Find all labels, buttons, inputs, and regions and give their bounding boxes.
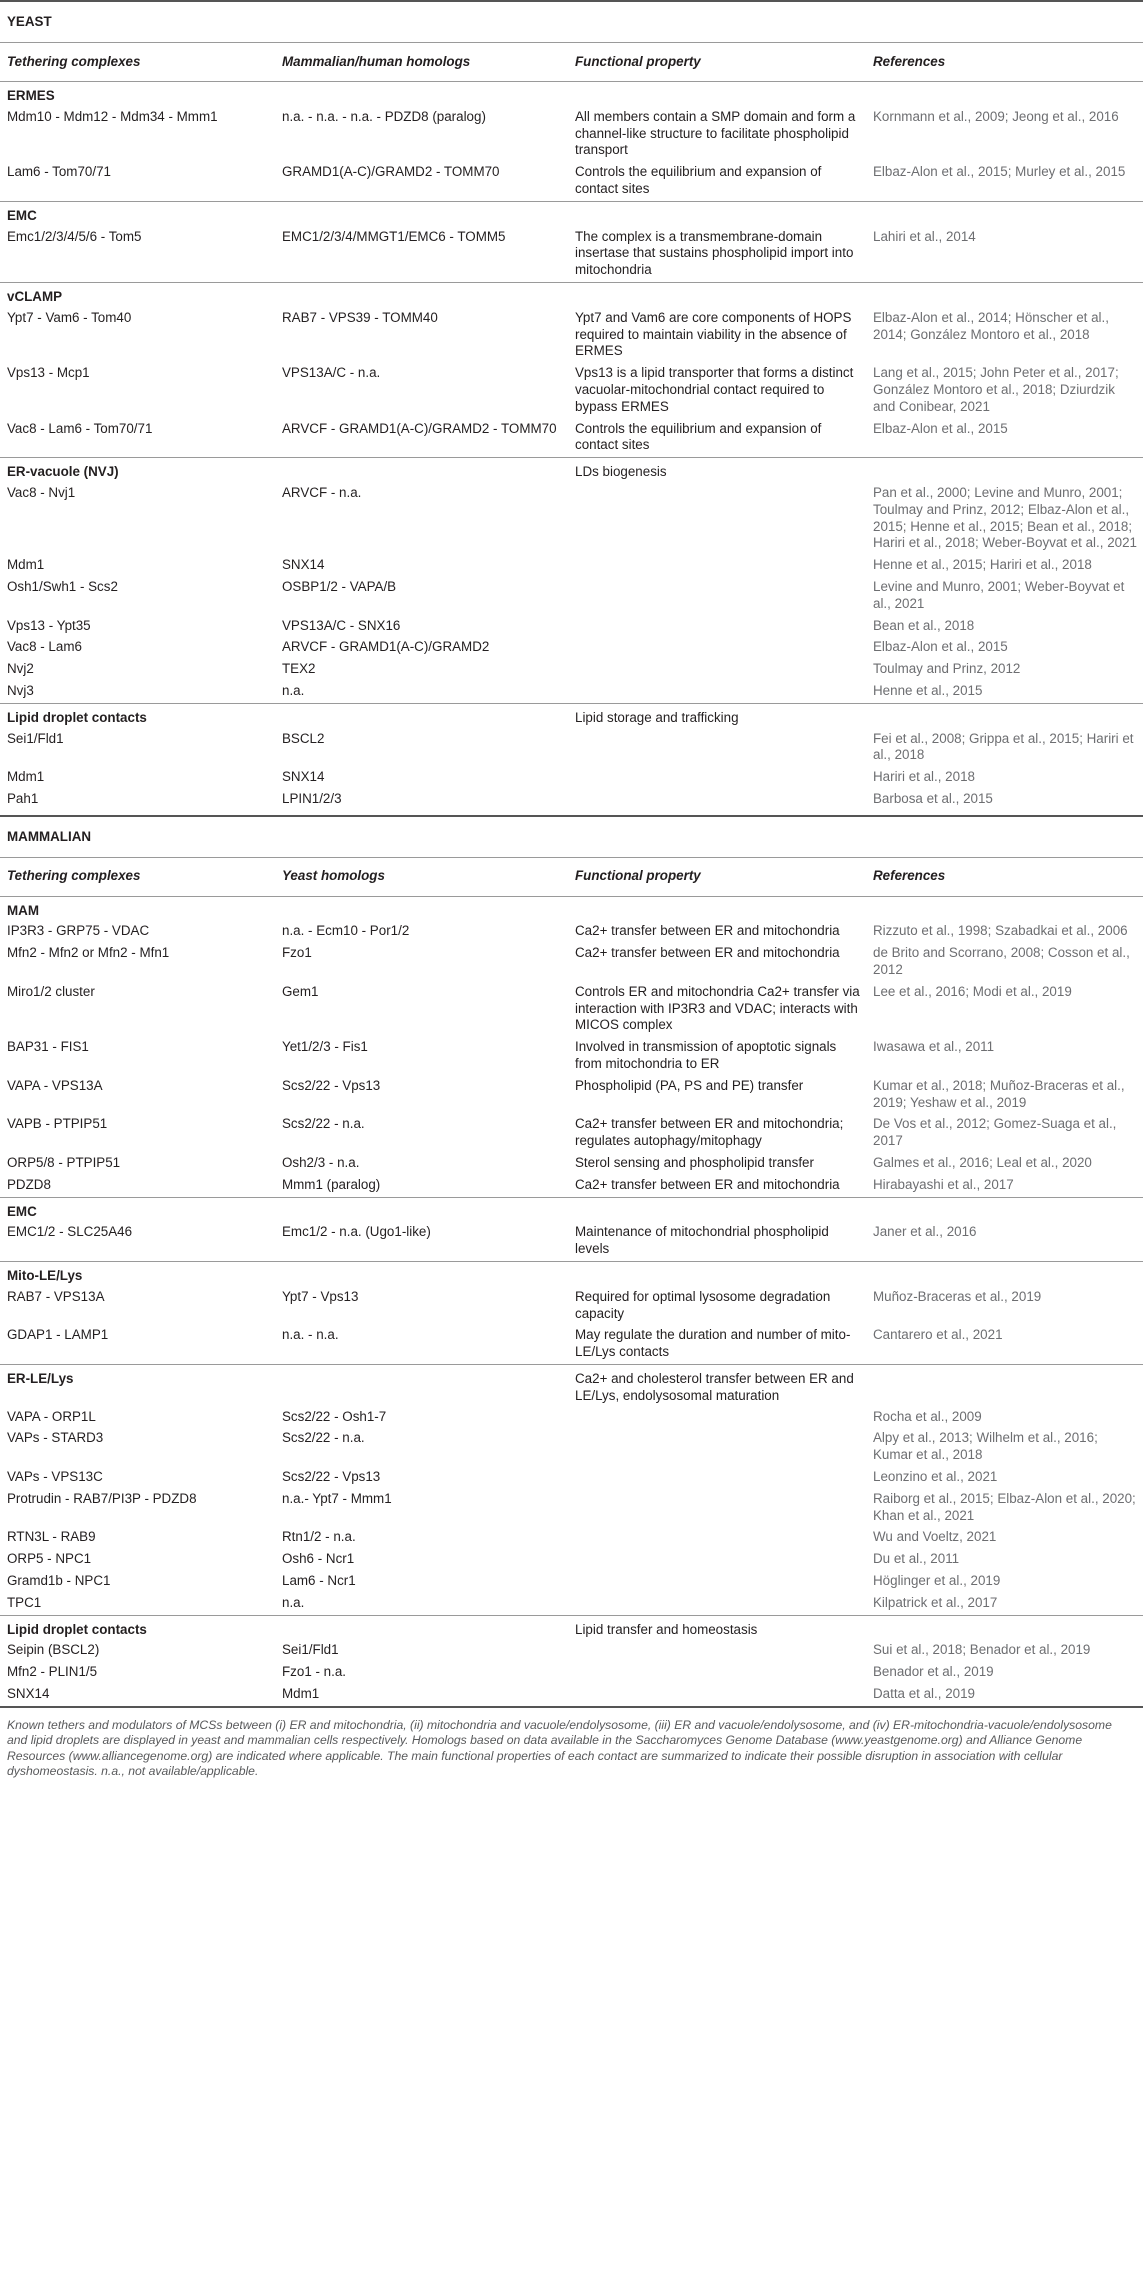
homolog-cell: Gem1 xyxy=(282,983,319,999)
homolog-cell: Mdm1 xyxy=(282,1685,320,1701)
tether-cell: BAP31 - FIS1 xyxy=(7,1039,89,1055)
empty-cell xyxy=(873,903,1143,920)
group-property xyxy=(575,1204,873,1221)
property-cell: Controls the equilibrium and expansion of contact sites xyxy=(575,420,822,453)
group-property xyxy=(575,289,873,306)
group-property xyxy=(575,208,873,225)
homolog-cell: Ypt7 - Vps13 xyxy=(282,1288,359,1304)
property-cell: The complex is a transmembrane-domain insertase that sustains phospholipid import into mitochondria xyxy=(575,228,854,278)
table-row xyxy=(0,943,1143,982)
column-header: Mammalian/human homologs xyxy=(282,53,471,69)
reference-cell: Levine and Munro, 2001; Weber-Boyvat et al., 2021 xyxy=(873,578,1125,611)
homolog-cell: SNX14 xyxy=(282,769,325,785)
homolog-cell: Scs2/22 - Vps13 xyxy=(282,1469,381,1484)
homolog-cell: Yet1/2/3 - Fis1 xyxy=(282,1039,368,1055)
reference-cell: Janer et al., 2016 xyxy=(873,1224,977,1240)
tether-cell: Vps13 - Mcp1 xyxy=(7,365,90,381)
reference-cell: Bean et al., 2018 xyxy=(873,617,975,633)
empty-cell xyxy=(873,710,1143,727)
table-row xyxy=(0,1325,1143,1364)
homolog-cell: Rtn1/2 - n.a. xyxy=(282,1529,356,1545)
empty-cell xyxy=(282,464,575,481)
tether-cell: Vac8 - Lam6 - Tom70/71 xyxy=(7,420,153,436)
group-name: Mito-LE/Lys xyxy=(7,1268,83,1284)
homolog-cell: SNX14 xyxy=(282,557,325,573)
empty-cell xyxy=(873,1371,1143,1405)
empty-cell xyxy=(873,1204,1143,1221)
property-cell xyxy=(575,1529,873,1546)
reference-cell: Henne et al., 2015 xyxy=(873,682,983,698)
reference-cell: Rizzuto et al., 1998; Szabadkai et al., 2006 xyxy=(873,923,1128,939)
property-cell: Ca2+ transfer between ER and mitochondria xyxy=(575,945,840,961)
table-row xyxy=(0,982,1143,1037)
reference-cell: Datta et al., 2019 xyxy=(873,1685,975,1701)
group-property: Ca2+ and cholesterol transfer between ER and LE/Lys, endolysosomal maturation xyxy=(575,1371,854,1403)
property-cell: Sterol sensing and phospholipid transfer xyxy=(575,1155,814,1171)
table-row xyxy=(0,1640,1143,1662)
property-cell xyxy=(575,1573,873,1590)
homolog-cell: Scs2/22 - n.a. xyxy=(282,1430,365,1446)
group-name: ER-LE/Lys xyxy=(7,1371,74,1387)
tether-cell: Mdm10 - Mdm12 - Mdm34 - Mmm1 xyxy=(7,108,218,124)
property-cell: Controls the equilibrium and expansion of contact sites xyxy=(575,164,822,196)
property-cell: Involved in transmission of apoptotic signals from mitochondria to ER xyxy=(575,1039,837,1072)
tether-cell: Mfn2 - Mfn2 or Mfn2 - Mfn1 xyxy=(7,945,170,961)
table-row xyxy=(0,1076,1143,1115)
empty-cell xyxy=(873,88,1143,105)
tether-cell: Miro1/2 cluster xyxy=(7,983,95,999)
table-row xyxy=(0,1428,1143,1467)
homolog-cell: ARVCF - GRAMD1(A-C)/GRAMD2 xyxy=(282,639,490,655)
property-cell xyxy=(575,661,873,678)
table-row xyxy=(0,483,1143,555)
group-heading xyxy=(0,81,1143,107)
group-property xyxy=(575,1268,873,1285)
homolog-cell: TEX2 xyxy=(282,661,316,677)
tether-cell: VAPA - VPS13A xyxy=(7,1077,103,1093)
tether-cell: Emc1/2/3/4/5/6 - Tom5 xyxy=(7,228,142,244)
reference-cell: Sui et al., 2018; Benador et al., 2019 xyxy=(873,1642,1091,1658)
group-name: vCLAMP xyxy=(7,288,63,304)
reference-cell: Leonzino et al., 2021 xyxy=(873,1469,998,1484)
group-heading xyxy=(0,1364,1143,1407)
group-property: LDs biogenesis xyxy=(575,464,667,480)
property-cell xyxy=(575,769,873,786)
property-cell: All members contain a SMP domain and form a channel-like structure to facilitate phospholipid transport xyxy=(575,108,856,158)
reference-cell: Cantarero et al., 2021 xyxy=(873,1327,1003,1343)
table-row xyxy=(0,227,1143,282)
property-cell xyxy=(575,557,873,574)
empty-cell xyxy=(282,903,575,920)
group-heading xyxy=(0,896,1143,922)
property-cell: Maintenance of mitochondrial phospholipid levels xyxy=(575,1224,829,1257)
tether-cell: Mfn2 - PLIN1/5 xyxy=(7,1664,98,1680)
table-row xyxy=(0,419,1143,458)
homolog-cell: Fzo1 xyxy=(282,945,312,961)
tether-cell: VAPB - PTPIP51 xyxy=(7,1116,108,1132)
tether-cell: Lam6 - Tom70/71 xyxy=(7,164,111,180)
homolog-cell: n.a. - n.a. - n.a. - PDZD8 (paralog) xyxy=(282,108,486,124)
property-cell: Phospholipid (PA, PS and PE) transfer xyxy=(575,1077,804,1093)
table-row xyxy=(0,729,1143,768)
tether-cell: Nvj2 xyxy=(7,661,34,677)
property-cell: Ca2+ transfer between ER and mitochondria xyxy=(575,923,840,939)
table-row xyxy=(0,1593,1143,1615)
property-cell: Controls ER and mitochondria Ca2+ transfer via interaction with IP3R3 and VDAC; interacts with MICOS complex xyxy=(575,983,860,1033)
table-row xyxy=(0,921,1143,943)
tether-cell: EMC1/2 - SLC25A46 xyxy=(7,1224,133,1240)
homolog-cell: ARVCF - n.a. xyxy=(282,484,362,500)
group-name: MAM xyxy=(7,902,39,918)
reference-cell: Iwasawa et al., 2011 xyxy=(873,1039,995,1055)
empty-cell xyxy=(282,1268,575,1285)
tether-cell: VAPs - STARD3 xyxy=(7,1430,104,1446)
property-cell: Vps13 is a lipid transporter that forms a distinct vacuolar-mitochondrial contact required to bypass ERMES xyxy=(575,365,854,414)
property-cell xyxy=(575,1664,873,1681)
homolog-cell: Emc1/2 - n.a. (Ugo1-like) xyxy=(282,1224,431,1240)
table-row xyxy=(0,1467,1143,1489)
property-cell xyxy=(575,683,873,700)
homolog-cell: ARVCF - GRAMD1(A-C)/GRAMD2 - TOMM70 xyxy=(282,420,557,436)
homolog-cell: GRAMD1(A-C)/GRAMD2 - TOMM70 xyxy=(282,164,500,180)
homolog-cell: BSCL2 xyxy=(282,730,325,746)
tether-cell: GDAP1 - LAMP1 xyxy=(7,1327,109,1343)
group-heading xyxy=(0,1615,1143,1641)
reference-cell: Galmes et al., 2016; Leal et al., 2020 xyxy=(873,1155,1092,1171)
property-cell xyxy=(575,485,873,552)
table-row xyxy=(0,659,1143,681)
table-row xyxy=(0,681,1143,703)
property-cell: May regulate the duration and number of mito-LE/Lys contacts xyxy=(575,1327,851,1360)
table-row xyxy=(0,1287,1143,1326)
group-property: Lipid transfer and homeostasis xyxy=(575,1621,758,1637)
tether-cell: Mdm1 xyxy=(7,769,45,785)
tether-cell: IP3R3 - GRP75 - VDAC xyxy=(7,923,150,939)
table-row xyxy=(0,308,1143,363)
reference-cell: de Brito and Scorrano, 2008; Cosson et al., 2012 xyxy=(873,945,1130,978)
tether-cell: RAB7 - VPS13A xyxy=(7,1288,105,1304)
group-name: ERMES xyxy=(7,88,55,103)
tether-cell: Mdm1 xyxy=(7,557,45,573)
table-row xyxy=(0,637,1143,659)
table-row xyxy=(0,767,1143,789)
tether-cell: VAPA - ORP1L xyxy=(7,1408,96,1424)
homolog-cell: n.a. - Ecm10 - Por1/2 xyxy=(282,923,410,939)
tether-cell: SNX14 xyxy=(7,1685,50,1701)
reference-cell: Toulmay and Prinz, 2012 xyxy=(873,661,1021,677)
table-row xyxy=(0,1037,1143,1076)
tether-cell: Osh1/Swh1 - Scs2 xyxy=(7,578,118,594)
table-row xyxy=(0,1153,1143,1175)
reference-cell: Henne et al., 2015; Hariri et al., 2018 xyxy=(873,557,1092,573)
reference-cell: Lahiri et al., 2014 xyxy=(873,228,976,244)
reference-cell: Kumar et al., 2018; Muñoz-Braceras et al., 2019; Yeshaw et al., 2019 xyxy=(873,1077,1125,1110)
tether-cell: PDZD8 xyxy=(7,1176,51,1192)
empty-cell xyxy=(282,88,575,105)
reference-cell: Lang et al., 2015; John Peter et al., 2017; González Montoro et al., 2018; Dziurdzik and Conibear, 2021 xyxy=(873,365,1119,414)
empty-cell xyxy=(873,289,1143,306)
yeast-header-row xyxy=(0,42,1143,81)
reference-cell: Wu and Voeltz, 2021 xyxy=(873,1529,997,1545)
homolog-cell: VPS13A/C - n.a. xyxy=(282,365,381,381)
tether-cell: Vps13 - Ypt35 xyxy=(7,617,91,633)
table-row xyxy=(0,363,1143,418)
tether-cell: RTN3L - RAB9 xyxy=(7,1529,96,1545)
empty-cell xyxy=(873,208,1143,225)
homolog-cell: EMC1/2/3/4/MMGT1/EMC6 - TOMM5 xyxy=(282,228,506,244)
group-name: EMC xyxy=(7,207,37,223)
tether-cell: Protrudin - RAB7/PI3P - PDZD8 xyxy=(7,1490,197,1506)
reference-cell: Muñoz-Braceras et al., 2019 xyxy=(873,1288,1042,1304)
tether-cell: ORP5/8 - PTPIP51 xyxy=(7,1155,121,1171)
reference-cell: Pan et al., 2000; Levine and Munro, 2001; Toulmay and Prinz, 2012; Elbaz-Alon et al., 2015; Henne et al., 2015; Bean et al., 2018; Hariri et al., 2018; Weber-Boyvat et al., 2021 xyxy=(873,484,1137,551)
property-cell: Required for optimal lysosome degradation capacity xyxy=(575,1288,831,1321)
homolog-cell: Scs2/22 - n.a. xyxy=(282,1116,365,1132)
group-name: ER-vacuole (NVJ) xyxy=(7,464,119,480)
property-cell xyxy=(575,1469,873,1486)
column-header: Functional property xyxy=(575,53,701,69)
tether-cell: VAPs - VPS13C xyxy=(7,1469,103,1484)
homolog-cell: Osh6 - Ncr1 xyxy=(282,1551,355,1567)
tether-cell: Vac8 - Lam6 xyxy=(7,639,82,655)
group-property xyxy=(575,903,873,920)
property-cell xyxy=(575,1491,873,1525)
group-property xyxy=(575,88,873,105)
tether-cell: Pah1 xyxy=(7,790,39,806)
table-row xyxy=(0,1222,1143,1261)
column-header: Yeast homologs xyxy=(282,868,385,884)
group-name: EMC xyxy=(7,1203,37,1219)
property-cell xyxy=(575,1595,873,1612)
empty-cell xyxy=(873,464,1143,481)
reference-cell: Lee et al., 2016; Modi et al., 2019 xyxy=(873,983,1072,999)
homolog-cell: n.a. - n.a. xyxy=(282,1327,339,1343)
mammalian-section-title: MAMMALIAN xyxy=(0,815,1143,857)
table-row xyxy=(0,577,1143,616)
homolog-cell: OSBP1/2 - VAPA/B xyxy=(282,578,397,594)
homolog-cell: n.a. xyxy=(282,682,305,698)
property-cell xyxy=(575,618,873,635)
yeast-section-title: YEAST xyxy=(0,0,1143,42)
tether-cell: ORP5 - NPC1 xyxy=(7,1551,92,1567)
property-cell xyxy=(575,639,873,656)
reference-cell: Hariri et al., 2018 xyxy=(873,769,975,785)
empty-cell xyxy=(282,1204,575,1221)
tether-cell: Gramd1b - NPC1 xyxy=(7,1572,111,1588)
homolog-cell: VPS13A/C - SNX16 xyxy=(282,617,401,633)
table-row xyxy=(0,107,1143,162)
table-row xyxy=(0,1549,1143,1571)
empty-cell xyxy=(282,208,575,225)
homolog-cell: Lam6 - Ncr1 xyxy=(282,1572,356,1588)
reference-cell: Elbaz-Alon et al., 2014; Hönscher et al., 2014; González Montoro et al., 2018 xyxy=(873,309,1109,342)
reference-cell: Elbaz-Alon et al., 2015 xyxy=(873,639,1008,655)
property-cell xyxy=(575,1642,873,1659)
property-cell xyxy=(575,1409,873,1426)
reference-cell: Kornmann et al., 2009; Jeong et al., 2016 xyxy=(873,108,1119,124)
column-header: References xyxy=(873,53,946,69)
homolog-cell: n.a.- Ypt7 - Mmm1 xyxy=(282,1490,392,1506)
reference-cell: Du et al., 2011 xyxy=(873,1551,960,1567)
property-cell xyxy=(575,731,873,765)
column-header: Tethering complexes xyxy=(7,868,141,884)
table-row xyxy=(0,616,1143,638)
property-cell xyxy=(575,791,873,808)
reference-cell: Elbaz-Alon et al., 2015; Murley et al., 2015 xyxy=(873,164,1126,180)
property-cell xyxy=(575,1551,873,1568)
property-cell xyxy=(575,1430,873,1464)
table-caption: Known tethers and modulators of MCSs between (i) ER and mitochondria, (ii) mitochondria and vacuole/endolysosome, (iii) ER and vacuole/endolysosome, and (iv) ER-mitochondria-vacuole/endolysosome and lipid droplets are displayed in yeast and mammalian cells respectively. Homologs based on data available in the Saccharomyces Genome Database (www.yeastgenome.org) and Alliance Genome Resources (www.alliancegenome.org) are indicated where applicable. The main functional properties of each contact are summarized to indicate their possible disruption in association with cellular dyshomeostasis. n.a., not available/applicable. xyxy=(7,1717,1112,1779)
column-header: References xyxy=(873,868,946,884)
table-row xyxy=(0,1114,1143,1153)
homolog-cell: Osh2/3 - n.a. xyxy=(282,1155,360,1171)
group-property: Lipid storage and trafficking xyxy=(575,709,739,725)
group-heading xyxy=(0,1197,1143,1223)
mammalian-header-row xyxy=(0,857,1143,896)
property-cell xyxy=(575,1686,873,1703)
table-row xyxy=(0,1407,1143,1429)
empty-cell xyxy=(282,710,575,727)
homolog-cell: LPIN1/2/3 xyxy=(282,790,342,806)
group-name: Lipid droplet contacts xyxy=(7,709,147,725)
column-header: Tethering complexes xyxy=(7,53,141,69)
tether-cell: Ypt7 - Vam6 - Tom40 xyxy=(7,309,132,325)
reference-cell: Barbosa et al., 2015 xyxy=(873,790,993,806)
reference-cell: Alpy et al., 2013; Wilhelm et al., 2016; Kumar et al., 2018 xyxy=(873,1430,1098,1463)
homolog-cell: Fzo1 - n.a. xyxy=(282,1664,347,1680)
table-row xyxy=(0,555,1143,577)
group-name: Lipid droplet contacts xyxy=(7,1621,147,1637)
group-heading xyxy=(0,703,1143,729)
column-header: Functional property xyxy=(575,868,701,884)
table-row xyxy=(0,162,1143,201)
group-heading xyxy=(0,282,1143,308)
reference-cell: Raiborg et al., 2015; Elbaz-Alon et al., 2020; Khan et al., 2021 xyxy=(873,1490,1136,1523)
reference-cell: Elbaz-Alon et al., 2015 xyxy=(873,420,1008,436)
group-heading xyxy=(0,1261,1143,1287)
property-cell xyxy=(575,579,873,613)
reference-cell: De Vos et al., 2012; Gomez-Suaga et al., 2017 xyxy=(873,1116,1117,1149)
property-cell: Ypt7 and Vam6 are core components of HOPS required to maintain viability in the absence of ERMES xyxy=(575,309,852,359)
property-cell: Ca2+ transfer between ER and mitochondria; regulates autophagy/mitophagy xyxy=(575,1116,844,1149)
empty-cell xyxy=(873,1268,1143,1285)
homolog-cell: n.a. xyxy=(282,1594,305,1610)
empty-cell xyxy=(282,1371,575,1405)
reference-cell: Benador et al., 2019 xyxy=(873,1664,994,1680)
group-heading xyxy=(0,457,1143,483)
table-row xyxy=(0,1684,1143,1706)
group-heading xyxy=(0,201,1143,227)
property-cell: Ca2+ transfer between ER and mitochondria xyxy=(575,1176,840,1192)
empty-cell xyxy=(282,1622,575,1639)
tether-cell: TPC1 xyxy=(7,1594,42,1610)
table-row xyxy=(0,1662,1143,1684)
tether-cell: Vac8 - Nvj1 xyxy=(7,484,76,500)
homolog-cell: Sei1/Fld1 xyxy=(282,1642,339,1658)
reference-cell: Hirabayashi et al., 2017 xyxy=(873,1176,1014,1192)
homolog-cell: Scs2/22 - Vps13 xyxy=(282,1077,381,1093)
tether-cell: Seipin (BSCL2) xyxy=(7,1642,100,1658)
tether-cell: Sei1/Fld1 xyxy=(7,730,64,746)
table-row xyxy=(0,1489,1143,1528)
table-row xyxy=(0,789,1143,811)
empty-cell xyxy=(282,289,575,306)
reference-cell: Fei et al., 2008; Grippa et al., 2015; Hariri et al., 2018 xyxy=(873,730,1134,763)
homolog-cell: Mmm1 (paralog) xyxy=(282,1176,381,1192)
empty-cell xyxy=(873,1622,1143,1639)
reference-cell: Höglinger et al., 2019 xyxy=(873,1572,1001,1588)
tether-cell: Nvj3 xyxy=(7,682,34,698)
homolog-cell: RAB7 - VPS39 - TOMM40 xyxy=(282,309,438,325)
table-row xyxy=(0,1571,1143,1593)
table-row xyxy=(0,1527,1143,1549)
homolog-cell: Scs2/22 - Osh1-7 xyxy=(282,1408,387,1424)
reference-cell: Kilpatrick et al., 2017 xyxy=(873,1594,998,1610)
reference-cell: Rocha et al., 2009 xyxy=(873,1408,982,1424)
table-row xyxy=(0,1175,1143,1197)
